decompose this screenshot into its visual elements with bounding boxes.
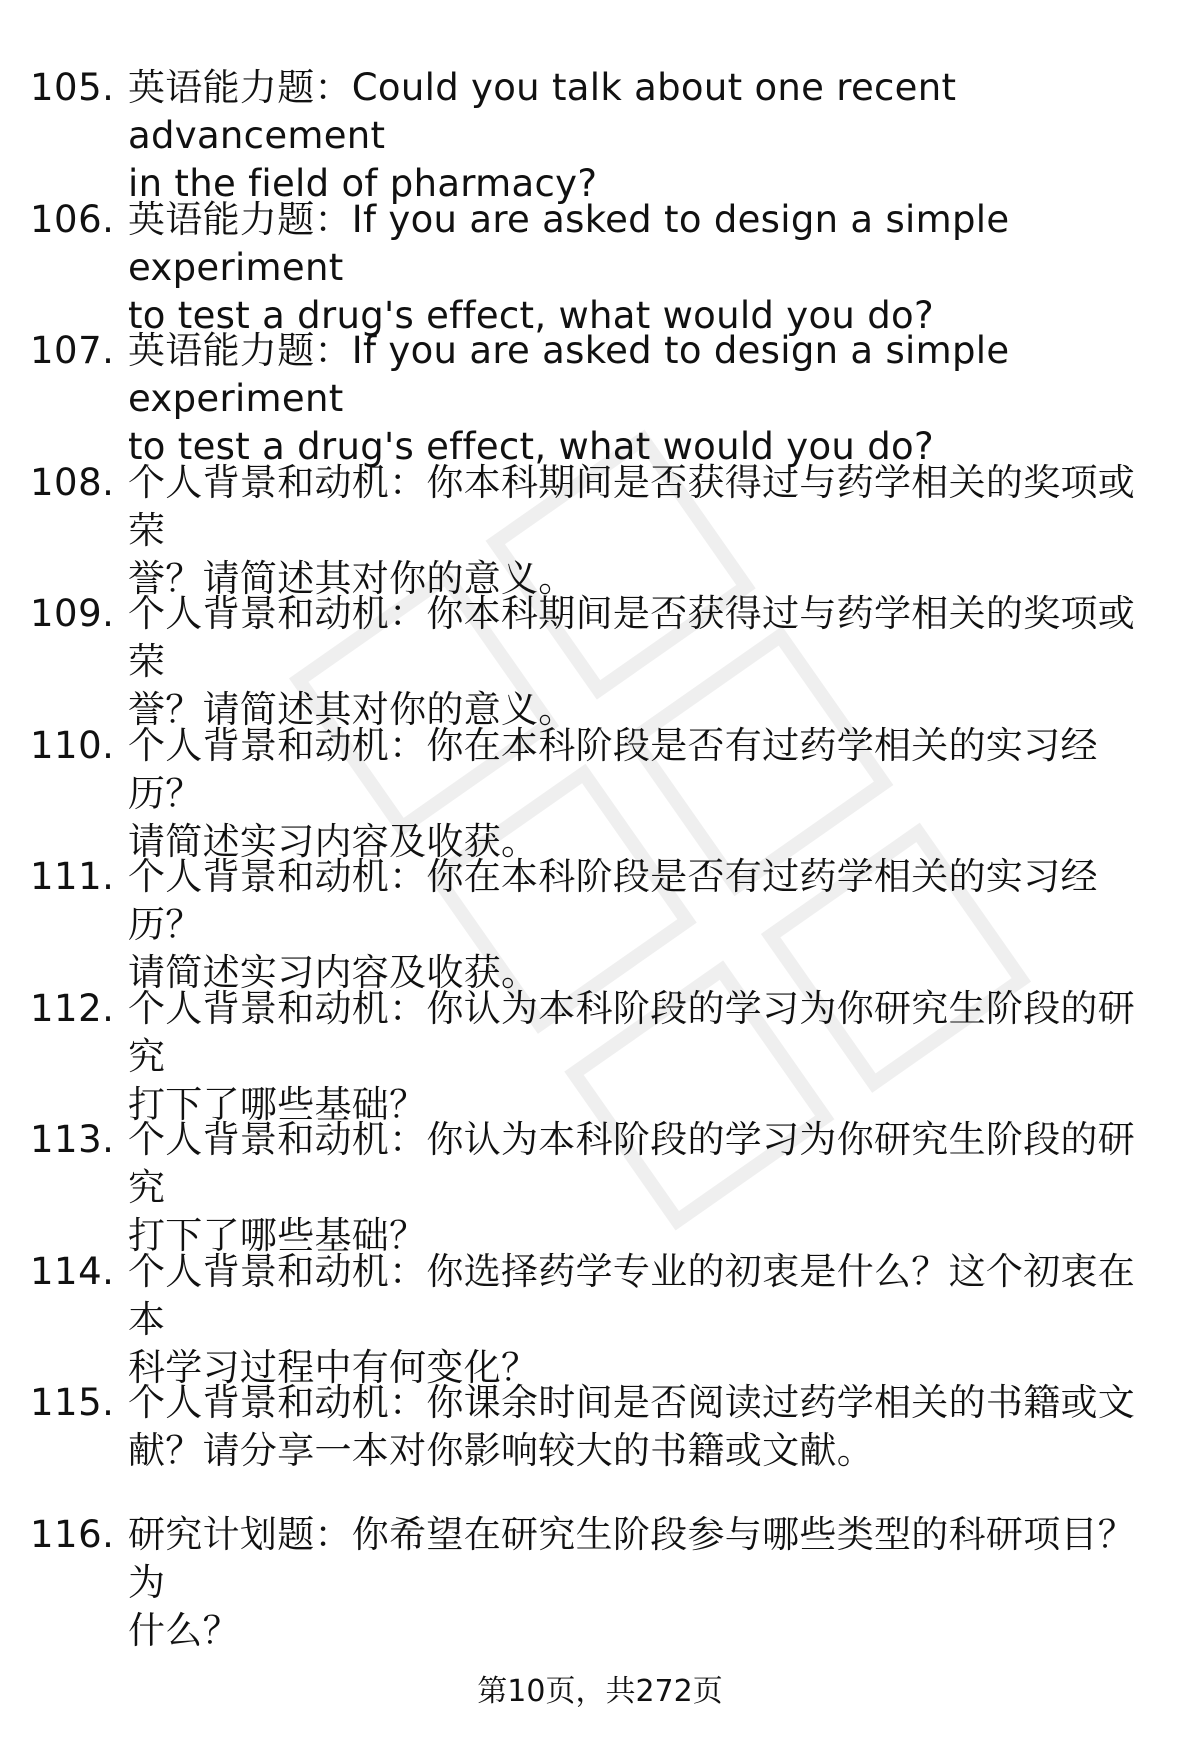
question-item xyxy=(0,54,1200,205)
question-item xyxy=(0,843,1200,994)
question-number: 109. xyxy=(30,592,115,635)
question-text-line: 个人背景和动机：你认为本科阶段的学习为你研究生阶段的研究 xyxy=(128,1118,1136,1209)
question-text-line: to test a drug's effect, what would you do? xyxy=(128,293,934,337)
question-text xyxy=(128,1379,1168,1475)
question-item xyxy=(0,1238,1200,1389)
question-text-line: 请简述实习内容及收获。 xyxy=(128,951,539,994)
question-text-line: 英语能力题：If you are asked to design a simple experiment xyxy=(128,329,1022,420)
question-item xyxy=(0,1501,1200,1652)
question-text-line: 什么？ xyxy=(128,1608,240,1652)
page-footer: 第10页，共272页 xyxy=(477,1674,723,1709)
question-number: 115. xyxy=(30,1381,115,1424)
question-number: 113. xyxy=(30,1118,115,1161)
question-text-line: 个人背景和动机：你选择药学专业的初衷是什么？这个初衷在本 xyxy=(128,1249,1136,1341)
question-number: 108. xyxy=(30,460,115,504)
question-number: 112. xyxy=(30,986,115,1030)
question-text-line: 个人背景和动机：你课余时间是否阅读过药学相关的书籍或文 xyxy=(128,1381,1136,1424)
question-number: 114. xyxy=(30,1249,115,1293)
question-text-line: 誉？请简述其对你的意义。 xyxy=(128,688,576,731)
question-text-line: 研究计划题：你希望在研究生阶段参与哪些类型的科研项目？为 xyxy=(128,1512,1136,1604)
question-text xyxy=(128,1511,1168,1655)
question-text-line: to test a drug's effect, what would you do? xyxy=(128,425,934,468)
question-text-line: 科学习过程中有何变化？ xyxy=(128,1345,539,1389)
question-item xyxy=(0,1369,1200,1501)
question-text-line: 个人背景和动机：你在本科阶段是否有过药学相关的实习经历？ xyxy=(128,723,1098,815)
question-text-line: 请简述实习内容及收获。 xyxy=(128,819,539,863)
question-text-line: 打下了哪些基础？ xyxy=(128,1082,427,1126)
question-text-line: 英语能力题：Could you talk about one recent advancement xyxy=(128,66,969,157)
question-item xyxy=(0,449,1200,600)
question-text-line: 献？请分享一本对你影响较大的书籍或文献。 xyxy=(128,1429,874,1472)
question-text-line: 个人背景和动机：你本科期间是否获得过与药学相关的奖项或荣 xyxy=(128,592,1136,683)
question-text-line: 打下了哪些基础？ xyxy=(128,1214,427,1257)
question-item xyxy=(0,975,1200,1126)
question-text-line: 个人背景和动机：你本科期间是否获得过与药学相关的奖项或荣 xyxy=(128,460,1136,552)
question-item xyxy=(0,580,1200,731)
question-text-line: 个人背景和动机：你在本科阶段是否有过药学相关的实习经历？ xyxy=(128,855,1098,946)
question-item xyxy=(0,712,1200,863)
question-text-line: 个人背景和动机：你认为本科阶段的学习为你研究生阶段的研究 xyxy=(128,986,1136,1078)
question-number: 111. xyxy=(30,855,115,898)
question-list xyxy=(0,54,1200,1652)
question-number: 105. xyxy=(30,66,115,109)
question-number: 107. xyxy=(30,329,115,372)
question-item xyxy=(0,1106,1200,1257)
question-text-line: 誉？请简述其对你的意义。 xyxy=(128,556,576,600)
question-number: 106. xyxy=(30,197,115,241)
question-item xyxy=(0,186,1200,337)
question-number: 110. xyxy=(30,723,115,767)
question-text-line: 英语能力题：If you are asked to design a simple experiment xyxy=(128,197,1022,289)
question-item xyxy=(0,317,1200,468)
question-number: 116. xyxy=(30,1512,115,1556)
question-text-line: in the field of pharmacy? xyxy=(128,162,598,205)
